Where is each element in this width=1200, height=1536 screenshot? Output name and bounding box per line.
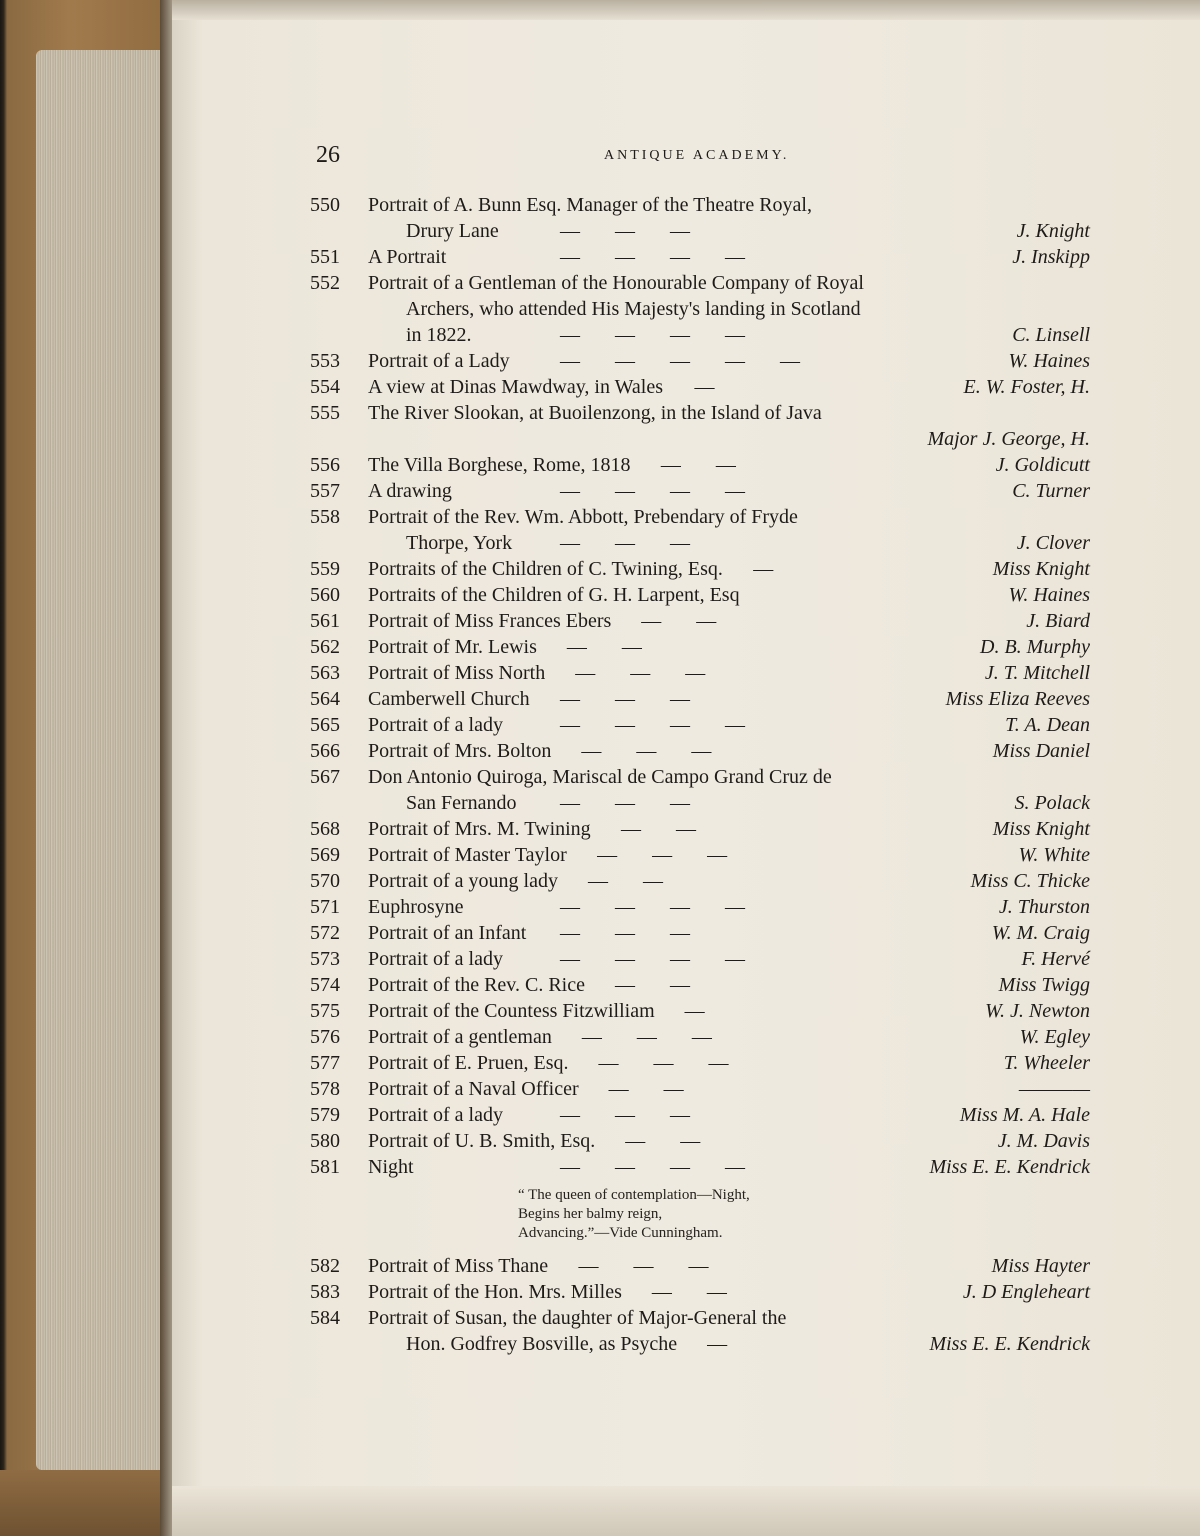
entry-title: Portrait of the Rev. Wm. Abbott, Prebendary of Fryde [368, 506, 798, 528]
artist-name: W. J. Newton [985, 1000, 1090, 1022]
artist-name: Miss M. A. Hale [959, 1104, 1090, 1126]
entry-number: 556 [310, 454, 340, 476]
entry-line [310, 660, 1100, 686]
artist-name: Miss Twigg [998, 974, 1090, 996]
entry-number: 552 [310, 272, 340, 294]
entry-title: Portrait of the Rev. C. Rice [368, 974, 585, 996]
entry-line [310, 894, 1100, 920]
quote-line: Begins her balmy reign, [518, 1206, 663, 1222]
catalogue-entry [310, 244, 1100, 270]
entry-title: The Villa Borghese, Rome, 1818 [368, 454, 631, 476]
entry-number: 577 [310, 1052, 340, 1074]
catalogue-entry [310, 764, 1100, 816]
artist-name: Miss Daniel [992, 740, 1090, 762]
artist-name: W. White [1018, 844, 1090, 866]
artist-name: J. M. Davis [997, 1130, 1090, 1152]
entry-line [310, 426, 1100, 452]
entry-title: Portrait of Mrs. M. Twining [368, 818, 591, 840]
entry-number: 573 [310, 948, 340, 970]
leader-dashes: — — — — [560, 246, 745, 268]
entry-title: Portrait of the Countess Fitzwilliam [368, 1000, 655, 1022]
artist-name: D. B. Murphy [980, 636, 1090, 658]
entry-title: Night [368, 1156, 414, 1178]
entry-title: Portrait of an Infant [368, 922, 527, 944]
catalogue-entry [310, 946, 1100, 972]
entry-line [310, 322, 1100, 348]
entry-number: 583 [310, 1281, 340, 1303]
entry-line [310, 244, 1100, 270]
entry-number: 553 [310, 350, 340, 372]
catalogue-entry [310, 1279, 1100, 1305]
leader-dashes: — — — — [560, 948, 745, 970]
entry-number: 578 [310, 1078, 340, 1100]
entry-line [310, 920, 1100, 946]
catalogue-entry [310, 738, 1100, 764]
artist-name: Miss C. Thicke [970, 870, 1090, 892]
entry-line [310, 1154, 1100, 1180]
artist-name: E. W. Foster, H. [963, 376, 1090, 398]
catalogue-entry [310, 1076, 1100, 1102]
leader-dashes: — [707, 1333, 728, 1355]
artist-name: Miss Knight [992, 558, 1090, 580]
leader-dashes: — — [587, 870, 663, 892]
entry-title: Portrait of Miss Frances Ebers [368, 610, 612, 632]
entry-line [310, 608, 1100, 634]
artist-name: J. Clover [1016, 532, 1090, 554]
leader-dashes: — — [625, 1130, 701, 1152]
entry-title: Don Antonio Quiroga, Mariscal de Campo Grand Cruz de [368, 766, 832, 788]
entry-line [310, 946, 1100, 972]
artist-name: T. A. Dean [1005, 714, 1090, 736]
entry-number: 562 [310, 636, 340, 658]
catalogue-entry [310, 270, 1100, 348]
leader-dashes: — — — [560, 220, 690, 242]
entry-line [310, 738, 1100, 764]
entry-line [310, 1024, 1100, 1050]
leader-dashes: — — — — [560, 714, 745, 736]
entry-number: 564 [310, 688, 340, 710]
entry-title: A view at Dinas Mawdway, in Wales [368, 376, 663, 398]
leader-dashes: — — — — [560, 480, 745, 502]
page-number: 26 [316, 142, 340, 168]
entry-line [310, 764, 1100, 790]
entry-line [310, 374, 1100, 400]
entry-number: 555 [310, 402, 340, 424]
entry-line [310, 218, 1100, 244]
entry-line [310, 530, 1100, 556]
entry-number: 563 [310, 662, 340, 684]
leader-dashes: — — [621, 818, 697, 840]
leader-dashes: — — [608, 1078, 684, 1100]
artist-name: J. Thurston [998, 896, 1090, 918]
entry-line [310, 816, 1100, 842]
artist-name: W. Egley [1019, 1026, 1090, 1048]
leader-dashes: — [694, 376, 715, 398]
entry-title: Portraits of the Children of C. Twining, Esq. [368, 558, 723, 580]
cover-bottom [0, 1470, 178, 1536]
leader-dashes: — — — — [560, 896, 745, 918]
leader-dashes: — — — [581, 740, 712, 762]
entry-line [310, 1331, 1100, 1357]
entry-line [310, 634, 1100, 660]
epigraph-quote [518, 1180, 1100, 1253]
entry-number: 584 [310, 1307, 340, 1329]
entry-title: Portraits of the Children of G. H. Larpent, Esq [368, 584, 740, 606]
entry-number: 575 [310, 1000, 340, 1022]
catalogue-entry [310, 400, 1100, 452]
entry-title: Portrait of Susan, the daughter of Major-General the [368, 1307, 787, 1329]
catalogue-entry [310, 816, 1100, 842]
entry-line [310, 972, 1100, 998]
catalogue-entry [310, 452, 1100, 478]
entry-line [310, 296, 1100, 322]
entry-line [310, 582, 1100, 608]
catalogue-entry [310, 842, 1100, 868]
entry-line [310, 1050, 1100, 1076]
entry-number: 580 [310, 1130, 340, 1152]
entry-line [310, 1279, 1100, 1305]
artist-name: T. Wheeler [1003, 1052, 1090, 1074]
entry-title: San Fernando [406, 792, 517, 814]
entry-line [310, 192, 1100, 218]
artist-name: Miss E. E. Kendrick [929, 1333, 1090, 1355]
artist-name: J. T. Mitchell [984, 662, 1090, 684]
catalogue-entry [310, 582, 1100, 608]
entry-line [310, 1253, 1100, 1279]
artist-name: Miss Eliza Reeves [945, 688, 1090, 710]
catalogue-entry [310, 1154, 1100, 1253]
entry-number: 582 [310, 1255, 340, 1277]
entry-number: 572 [310, 922, 340, 944]
catalogue-list [310, 192, 1100, 1357]
entry-line [310, 868, 1100, 894]
catalogue-entry [310, 660, 1100, 686]
artist-name: J. Biard [1026, 610, 1090, 632]
entry-title: Portrait of Master Taylor [368, 844, 567, 866]
artist-name: ———— [1018, 1078, 1090, 1100]
entry-title: A Portrait [368, 246, 447, 268]
entry-number: 565 [310, 714, 340, 736]
entry-line [310, 998, 1100, 1024]
entry-line [310, 790, 1100, 816]
entry-number: 559 [310, 558, 340, 580]
catalogue-entry [310, 478, 1100, 504]
entry-title: Portrait of a Lady [368, 350, 510, 372]
leader-dashes: — — [566, 636, 642, 658]
catalogue-entry [310, 634, 1100, 660]
leader-dashes: — — — [597, 844, 728, 866]
catalogue-entry [310, 894, 1100, 920]
entry-title: in 1822. [406, 324, 472, 346]
catalogue-entry [310, 608, 1100, 634]
entry-title: Portrait of Mrs. Bolton [368, 740, 552, 762]
entry-number: 570 [310, 870, 340, 892]
entry-number: 560 [310, 584, 340, 606]
leader-dashes: — — — [575, 662, 706, 684]
artist-name: W. Haines [1008, 350, 1090, 372]
entry-number: 550 [310, 194, 340, 216]
catalogue-entry [310, 972, 1100, 998]
leader-dashes: — — — — — [560, 350, 800, 372]
leader-dashes: — — [660, 454, 736, 476]
entry-line [310, 712, 1100, 738]
leader-dashes: — — — [560, 688, 690, 710]
entry-title: Portrait of the Hon. Mrs. Milles [368, 1281, 622, 1303]
entry-line [310, 270, 1100, 296]
artist-name: J. D Engleheart [962, 1281, 1090, 1303]
leader-dashes: — — [614, 974, 690, 996]
leader-dashes: — — — [578, 1255, 709, 1277]
catalogue-entry [310, 1305, 1100, 1357]
entry-title: Portrait of U. B. Smith, Esq. [368, 1130, 596, 1152]
entry-title: Portrait of a gentleman [368, 1026, 552, 1048]
entry-title: Portrait of a lady [368, 714, 503, 736]
entry-title: Portrait of a lady [368, 1104, 503, 1126]
artist-name: Major J. George, H. [927, 428, 1090, 450]
entry-line [310, 842, 1100, 868]
catalogue-entry [310, 1253, 1100, 1279]
catalogue-entry [310, 504, 1100, 556]
entry-number: 571 [310, 896, 340, 918]
entry-title: Portrait of a lady [368, 948, 503, 970]
entry-title: A drawing [368, 480, 452, 502]
catalogue-entry [310, 686, 1100, 712]
artist-name: F. Hervé [1021, 948, 1090, 970]
leader-dashes: — — — — [560, 324, 745, 346]
entry-line [310, 1128, 1100, 1154]
entry-line [310, 348, 1100, 374]
catalogue-entry [310, 374, 1100, 400]
leader-dashes: — — [651, 1281, 727, 1303]
artist-name: J. Goldicutt [995, 454, 1090, 476]
page-bottom-edge [172, 1486, 1200, 1536]
entry-title: Portrait of Miss North [368, 662, 546, 684]
entry-title: Portrait of a Gentleman of the Honourable Company of Royal [368, 272, 864, 294]
leader-dashes: — — — [598, 1052, 729, 1074]
leader-dashes: — — [641, 610, 717, 632]
entry-line [310, 686, 1100, 712]
entry-number: 569 [310, 844, 340, 866]
entry-line [310, 452, 1100, 478]
artist-name: J. Inskipp [1012, 246, 1090, 268]
entry-title: Portrait of A. Bunn Esq. Manager of the Theatre Royal, [368, 194, 812, 216]
entry-line [310, 556, 1100, 582]
entry-title: Archers, who attended His Majesty's landing in Scotland [406, 298, 861, 320]
entry-number: 581 [310, 1156, 340, 1178]
entry-title: Portrait of Mr. Lewis [368, 636, 537, 658]
catalogue-entry [310, 1024, 1100, 1050]
leader-dashes: — — — [560, 922, 690, 944]
entry-title: Thorpe, York [406, 532, 513, 554]
artist-name: C. Linsell [1012, 324, 1090, 346]
entry-title: Portrait of E. Pruen, Esq. [368, 1052, 569, 1074]
entry-number: 551 [310, 246, 340, 268]
entry-line [310, 478, 1100, 504]
catalogue-entry [310, 868, 1100, 894]
leader-dashes: — [684, 1000, 705, 1022]
entry-number: 568 [310, 818, 340, 840]
page-stack-edge [36, 50, 178, 1470]
artist-name: W. Haines [1008, 584, 1090, 606]
page-header [310, 142, 1100, 174]
catalogue-entry [310, 192, 1100, 244]
entry-line [310, 1305, 1100, 1331]
entry-number: 554 [310, 376, 340, 398]
entry-title: Drury Lane [406, 220, 499, 242]
running-head: ANTIQUE ACADEMY. [604, 148, 790, 163]
entry-number: 576 [310, 1026, 340, 1048]
entry-number: 566 [310, 740, 340, 762]
entry-line [310, 1102, 1100, 1128]
entry-number: 579 [310, 1104, 340, 1126]
artist-name: J. Knight [1016, 220, 1090, 242]
leader-dashes: — — — [560, 532, 690, 554]
artist-name: Miss E. E. Kendrick [929, 1156, 1090, 1178]
entry-title: Portrait of Miss Thane [368, 1255, 549, 1277]
leader-dashes: — — — [560, 792, 690, 814]
artist-name: C. Turner [1012, 480, 1090, 502]
leader-dashes: — — — — [560, 1156, 745, 1178]
catalogue-entry [310, 348, 1100, 374]
catalogue-entry [310, 556, 1100, 582]
entry-number: 561 [310, 610, 340, 632]
entry-number: 574 [310, 974, 340, 996]
catalogue-entry [310, 998, 1100, 1024]
catalogue-entry [310, 1128, 1100, 1154]
page-top-edge [172, 0, 1200, 20]
catalogue-entry [310, 920, 1100, 946]
entry-title: Hon. Godfrey Bosville, as Psyche [406, 1333, 678, 1355]
artist-name: Miss Knight [992, 818, 1090, 840]
entry-line [310, 1076, 1100, 1102]
entry-number: 557 [310, 480, 340, 502]
entry-number: 567 [310, 766, 340, 788]
entry-title: Camberwell Church [368, 688, 530, 710]
artist-name: W. M. Craig [991, 922, 1090, 944]
entry-number: 558 [310, 506, 340, 528]
catalogue-entry [310, 1050, 1100, 1076]
entry-line [310, 400, 1100, 426]
leader-dashes: — — — [560, 1104, 690, 1126]
entry-title: Portrait of a Naval Officer [368, 1078, 579, 1100]
artist-name: S. Polack [1014, 792, 1090, 814]
catalogue-entry [310, 712, 1100, 738]
entry-title: The River Slookan, at Buoilenzong, in the Island of Java [368, 402, 822, 424]
entry-title: Portrait of a young lady [368, 870, 558, 892]
artist-name: Miss Hayter [991, 1255, 1090, 1277]
entry-line [310, 504, 1100, 530]
leader-dashes: — — — [581, 1026, 712, 1048]
entry-title: Euphrosyne [368, 896, 464, 918]
catalogue-entry [310, 1102, 1100, 1128]
quote-line: “ The queen of contemplation—Night, [518, 1187, 750, 1203]
quote-line: Advancing.”—Vide Cunningham. [518, 1225, 723, 1241]
leader-dashes: — [753, 558, 774, 580]
